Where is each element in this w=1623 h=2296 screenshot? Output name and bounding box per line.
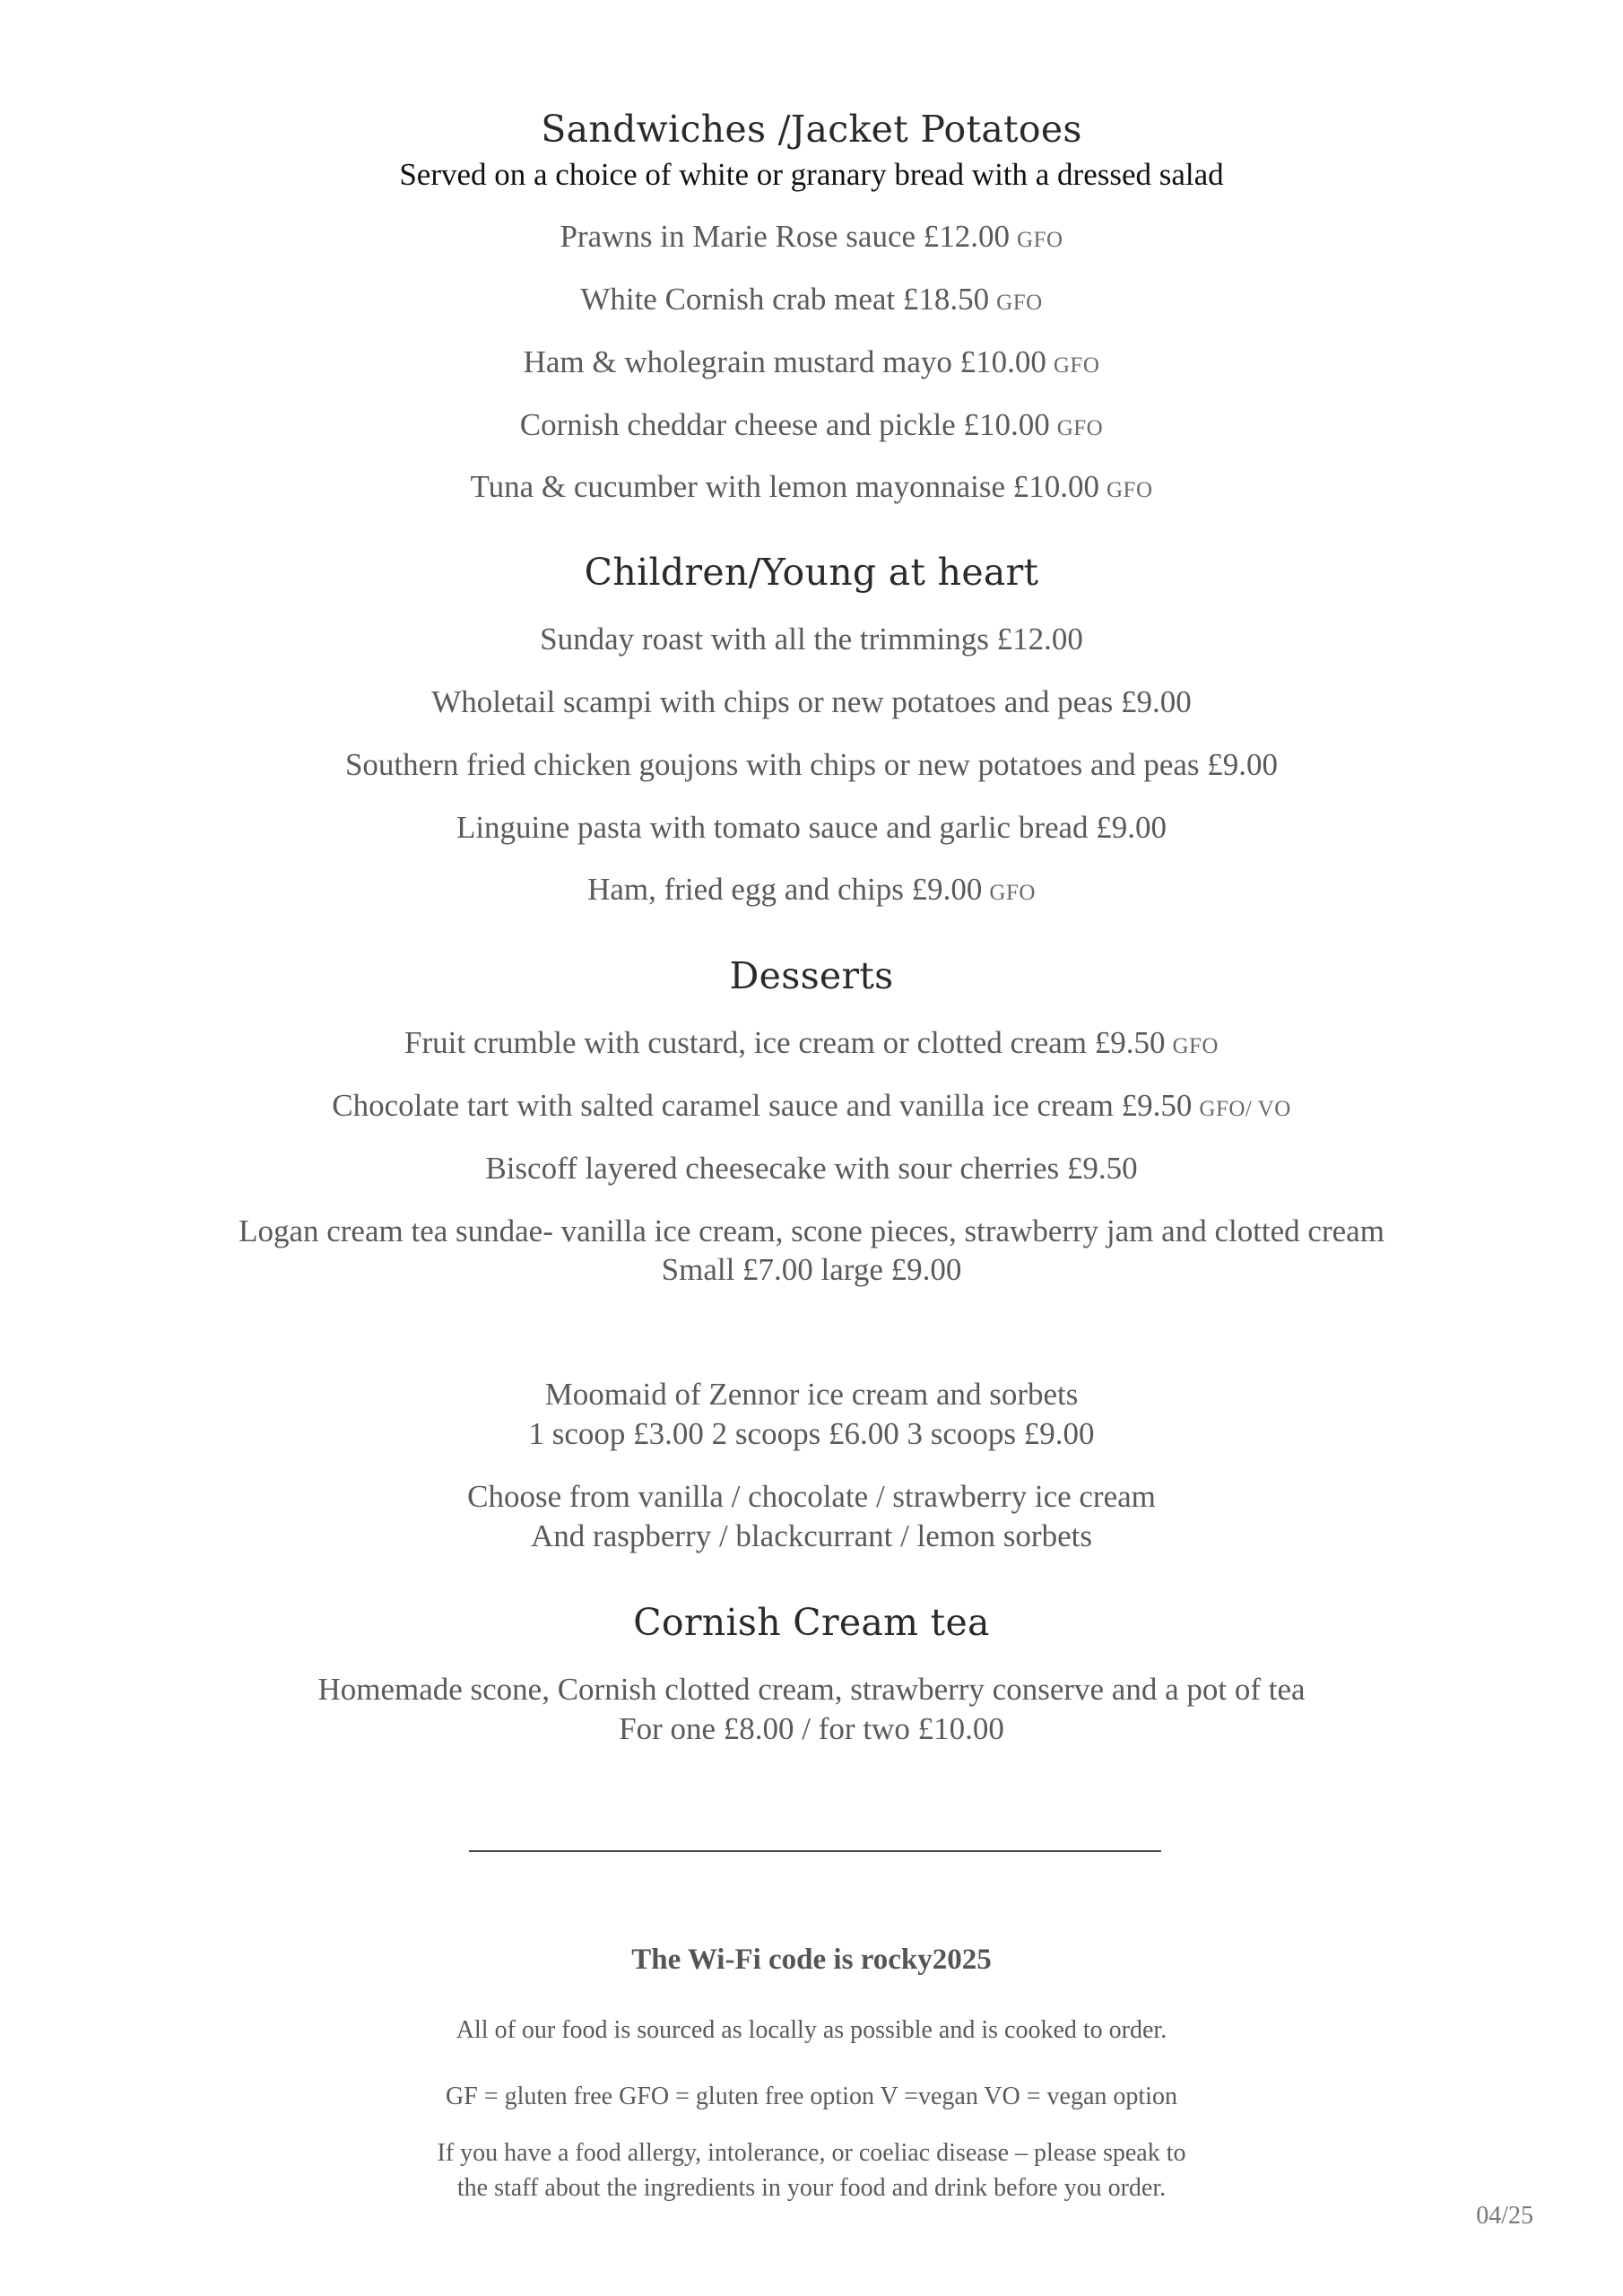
menu-item — [0, 810, 1623, 846]
cream-tea-prices: For one £8.00 / for two £10.00 — [619, 1711, 1004, 1746]
dietary-tag: GFO — [1172, 1034, 1219, 1058]
menu-item — [0, 344, 1623, 380]
menu-item-text: Ham & wholegrain mustard mayo £10.00 — [523, 344, 1046, 379]
menu-item — [0, 469, 1623, 505]
menu-item-text: Southern fried chicken goujons with chips or new potatoes and peas £9.00 — [344, 747, 1279, 782]
menu-item-text: Sunday roast with all the trimmings £12.00 — [540, 622, 1083, 657]
dietary-tag: GFO — [1017, 228, 1063, 252]
menu-item-text: Biscoff layered cheesecake with sour cherries £9.50 — [485, 1151, 1138, 1186]
cream-tea-description: Homemade scone, Cornish clotted cream, strawberry conserve and a pot of tea — [317, 1672, 1306, 1707]
sandwiches-subtitle: Served on a choice of white or granary bread with a dressed salad — [399, 157, 1224, 192]
dietary-tag: GFO — [989, 881, 1036, 905]
menu-item — [0, 407, 1623, 443]
menu-item-text: Wholetail scampi with chips or new potatoes and peas £9.00 — [431, 684, 1192, 719]
menu-item — [0, 872, 1623, 908]
menu-item — [0, 1213, 1623, 1249]
sandwiches-heading: Sandwiches /Jacket Potatoes — [541, 108, 1082, 151]
menu-item-text: Cornish cheddar cheese and pickle £10.00 — [519, 407, 1050, 442]
children-heading: Children/Young at heart — [584, 551, 1039, 594]
menu-item — [0, 1025, 1623, 1061]
menu-item — [0, 282, 1623, 317]
divider — [469, 1850, 1161, 1852]
allergy-note-line1: If you have a food allergy, intolerance, or coeliac disease – please speak to — [437, 2139, 1186, 2167]
menu-item-text: Logan cream tea sundae- vanilla ice cream, scone pieces, strawberry jam and clotted cream — [239, 1213, 1384, 1248]
ice-cream-flavours: Choose from vanilla / chocolate / strawberry ice cream — [467, 1479, 1156, 1514]
menu-item-text: Tuna & cucumber with lemon mayonnaise £10.00 — [470, 469, 1099, 504]
dietary-tag: GFO/ VO — [1199, 1097, 1291, 1121]
dietary-tag: GFO — [1056, 416, 1104, 440]
ice-cream-prices: 1 scoop £3.00 2 scoops £6.00 3 scoops £9.00 — [528, 1416, 1095, 1451]
menu-item — [0, 1151, 1623, 1187]
ice-cream-title: Moomaid of Zennor ice cream and sorbets — [544, 1377, 1079, 1412]
wifi-code: The Wi-Fi code is rocky2025 — [631, 1944, 992, 1976]
menu-item-price: Small £7.00 large £9.00 — [661, 1252, 962, 1287]
cream-tea-heading: Cornish Cream tea — [633, 1601, 990, 1644]
menu-item — [0, 219, 1623, 255]
sourcing-note: All of our food is sourced as locally as possible and is cooked to order. — [456, 2016, 1167, 2044]
dietary-tag: GFO — [1107, 478, 1153, 502]
dietary-key: GF = gluten free GFO = gluten free option V =vegan VO = vegan option — [446, 2083, 1177, 2110]
menu-item-text: Linguine pasta with tomato sauce and garlic bread £9.00 — [456, 810, 1167, 845]
menu-item — [0, 747, 1623, 783]
dietary-tag: GFO — [1053, 353, 1100, 378]
menu-item — [0, 622, 1623, 657]
menu-item — [0, 1088, 1623, 1124]
desserts-heading: Desserts — [729, 954, 894, 997]
menu-item-text: Prawns in Marie Rose sauce £12.00 — [560, 219, 1011, 254]
menu-item-text: Chocolate tart with salted caramel sauce and vanilla ice cream £9.50 — [332, 1088, 1193, 1123]
allergy-note-line2: the staff about the ingredients in your food and drink before you order. — [456, 2174, 1167, 2202]
dietary-tag: GFO — [996, 291, 1043, 315]
menu-item-text: Ham, fried egg and chips £9.00 — [587, 872, 983, 907]
sorbet-flavours: And raspberry / blackcurrant / lemon sorbets — [531, 1518, 1092, 1553]
page-number: 04/25 — [1476, 2202, 1533, 2230]
menu-item — [0, 684, 1623, 720]
menu-item-text: White Cornish crab meat £18.50 — [580, 282, 990, 317]
menu-item-text: Fruit crumble with custard, ice cream or clotted cream £9.50 — [404, 1025, 1166, 1060]
